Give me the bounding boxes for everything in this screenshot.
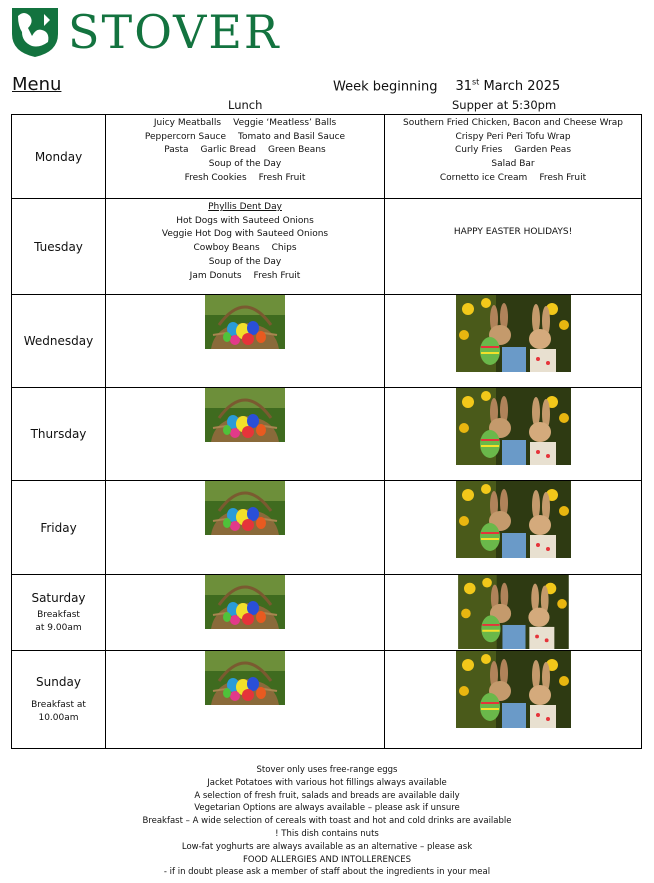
supper-column-header: Supper at 5:30pm (452, 98, 557, 112)
menu-line (385, 131, 641, 145)
menu-item: Fresh Fruit (253, 270, 301, 281)
menu-line (385, 144, 641, 158)
easter-egg-basket-icon (205, 651, 285, 705)
lunch-column-header: Lunch (228, 98, 263, 112)
menu-line (106, 117, 384, 131)
stover-shield-logo-icon (10, 6, 60, 58)
menu-line (106, 158, 384, 172)
easter-bunnies-icon (456, 388, 571, 465)
day-tuesday: Tuesday (12, 199, 106, 295)
supper-sunday (385, 651, 642, 749)
lunch-monday (106, 115, 385, 199)
footer-line: ! This dish contains nuts (275, 828, 379, 839)
menu-item: Southern Fried Chicken, Bacon and Cheese Wrap (403, 118, 623, 128)
menu-item: Garlic Bread (200, 145, 256, 156)
day-saturday: Saturday Breakfast at 9.00am (12, 575, 106, 651)
menu-item: Peppercorn Sauce (144, 131, 226, 142)
menu-line (106, 144, 384, 158)
brand-name: STOVER (68, 5, 281, 59)
lunch-thursday (106, 388, 385, 481)
day-sunday: Sunday Breakfast at 10.00am (12, 651, 106, 749)
row-monday (12, 115, 642, 199)
menu-item: Salad Bar (491, 159, 535, 170)
lunch-heading: Phyllis Dent Day (208, 202, 282, 212)
menu-line (106, 242, 384, 256)
menu-item: Green Beans (267, 145, 326, 156)
header (10, 6, 281, 58)
menu-line (385, 172, 641, 186)
row-friday (12, 481, 642, 575)
supper-wednesday (385, 295, 642, 388)
menu-line (106, 256, 384, 270)
menu-item: Veggie ‘Meatless’ Balls (233, 118, 337, 128)
footer-line: Breakfast – A wide selection of cereals with toast and hot and cold drinks are available (142, 816, 512, 827)
menu-item: Soup of the Day (208, 256, 282, 267)
footer-line: Low-fat yoghurts are always available as an alternative – please ask (181, 841, 473, 852)
footer-notes (0, 764, 654, 879)
easter-egg-basket-icon (205, 388, 285, 442)
lunch-tuesday (106, 199, 385, 295)
menu-item: Fresh Cookies (184, 172, 247, 183)
menu-item: Cornetto ice Cream (439, 172, 528, 183)
day-monday: Monday (12, 115, 106, 199)
supper-friday (385, 481, 642, 575)
supper-monday (385, 115, 642, 199)
easter-bunnies-icon (456, 295, 571, 372)
week-label: Week beginning (333, 79, 438, 95)
menu-item: Chips (271, 243, 297, 254)
lunch-wednesday (106, 295, 385, 388)
row-wednesday (12, 295, 642, 388)
menu-item: Pasta (164, 145, 189, 156)
footer-line: - if in doubt please ask a member of staff about the ingredients in your meal (163, 867, 491, 878)
menu-item: Juicy Meatballs (153, 118, 222, 128)
footer-line: Stover only uses free-range eggs (256, 765, 398, 775)
menu-item: Tomato and Basil Sauce (237, 131, 346, 142)
menu-line (106, 172, 384, 186)
supper-note: HAPPY EASTER HOLIDAYS! (453, 227, 573, 237)
footer-line: Jacket Potatoes with various hot fillings always available (207, 777, 447, 788)
menu-line (106, 131, 384, 145)
menu-table (11, 114, 642, 749)
menu-item: Soup of the Day (208, 159, 282, 170)
menu-line (385, 117, 641, 131)
easter-egg-basket-icon (205, 575, 285, 629)
menu-item: Crispy Peri Peri Tofu Wrap (455, 131, 571, 142)
row-thursday (12, 388, 642, 481)
day-thursday: Thursday (12, 388, 106, 481)
footer-line: FOOD ALLERGIES AND INTOLLERENCES (243, 854, 411, 865)
menu-line (106, 228, 384, 242)
menu-item: Cowboy Beans (193, 243, 260, 254)
easter-bunnies-icon (456, 575, 571, 649)
row-saturday (12, 575, 642, 651)
supper-thursday (385, 388, 642, 481)
menu-item: Jam Donuts (189, 270, 242, 281)
supper-tuesday (385, 199, 642, 295)
menu-item: Curly Fries (454, 145, 503, 156)
lunch-friday (106, 481, 385, 575)
easter-egg-basket-icon (205, 295, 285, 349)
menu-item: Garden Peas (514, 145, 572, 156)
menu-item: Veggie Hot Dog with Sauteed Onions (161, 229, 329, 240)
menu-line (106, 270, 384, 284)
row-sunday (12, 651, 642, 749)
week-beginning (333, 78, 560, 94)
day-friday: Friday (12, 481, 106, 575)
easter-egg-basket-icon (205, 481, 285, 535)
lunch-saturday (106, 575, 385, 651)
lunch-sunday (106, 651, 385, 749)
menu-item: Fresh Fruit (258, 172, 306, 183)
easter-bunnies-icon (456, 481, 571, 558)
footer-line: Vegetarian Options are always available – please ask if unsure (194, 803, 460, 814)
day-wednesday: Wednesday (12, 295, 106, 388)
supper-saturday (385, 575, 642, 651)
week-date: 31st March 2025 (455, 78, 561, 95)
menu-item: Fresh Fruit (539, 172, 587, 183)
footer-line: A selection of fresh fruit, salads and breads are available daily (194, 790, 460, 801)
easter-bunnies-icon (456, 651, 571, 728)
menu-item: Hot Dogs with Sauteed Onions (176, 215, 314, 226)
menu-title: Menu (12, 74, 62, 95)
menu-line (106, 215, 384, 229)
row-tuesday (12, 199, 642, 295)
menu-line (385, 158, 641, 172)
